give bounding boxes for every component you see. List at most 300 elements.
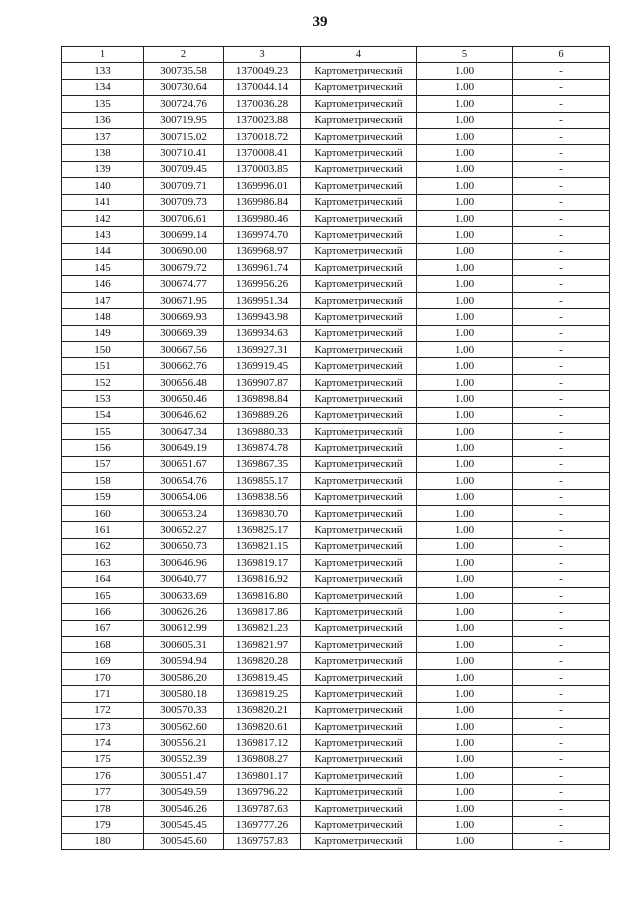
y-coordinate-cell: 1369907.87: [224, 374, 301, 390]
method-cell: Картометрический: [301, 161, 417, 177]
y-coordinate-cell: 1369956.26: [224, 276, 301, 292]
y-coordinate-cell: 1369808.27: [224, 751, 301, 767]
description-cell: -: [513, 637, 610, 653]
coordinates-table: [61, 46, 610, 850]
table-row: [62, 637, 610, 653]
x-coordinate-cell: 300654.76: [144, 473, 224, 489]
x-coordinate-cell: 300650.73: [144, 538, 224, 554]
method-cell: Картометрический: [301, 325, 417, 341]
method-cell: Картометрический: [301, 587, 417, 603]
table-row: [62, 112, 610, 128]
y-coordinate-cell: 1370003.85: [224, 161, 301, 177]
point-number-cell: 143: [62, 227, 144, 243]
description-cell: -: [513, 210, 610, 226]
accuracy-cell: 1.00: [417, 735, 513, 751]
x-coordinate-cell: 300652.27: [144, 522, 224, 538]
header-cell: 2: [144, 47, 224, 63]
table-body: [62, 47, 610, 850]
accuracy-cell: 1.00: [417, 374, 513, 390]
x-coordinate-cell: 300679.72: [144, 260, 224, 276]
table-row: [62, 571, 610, 587]
y-coordinate-cell: 1369867.35: [224, 456, 301, 472]
table-row: [62, 768, 610, 784]
description-cell: -: [513, 194, 610, 210]
description-cell: -: [513, 833, 610, 849]
method-cell: Картометрический: [301, 784, 417, 800]
method-cell: Картометрический: [301, 489, 417, 505]
table-row: [62, 374, 610, 390]
point-number-cell: 152: [62, 374, 144, 390]
y-coordinate-cell: 1369819.25: [224, 686, 301, 702]
y-coordinate-cell: 1369819.17: [224, 555, 301, 571]
method-cell: Картометрический: [301, 309, 417, 325]
table-row: [62, 604, 610, 620]
header-cell: 5: [417, 47, 513, 63]
x-coordinate-cell: 300654.06: [144, 489, 224, 505]
accuracy-cell: 1.00: [417, 800, 513, 816]
point-number-cell: 139: [62, 161, 144, 177]
method-cell: Картометрический: [301, 178, 417, 194]
description-cell: -: [513, 96, 610, 112]
x-coordinate-cell: 300719.95: [144, 112, 224, 128]
description-cell: -: [513, 440, 610, 456]
description-cell: -: [513, 620, 610, 636]
point-number-cell: 153: [62, 391, 144, 407]
y-coordinate-cell: 1370049.23: [224, 63, 301, 79]
y-coordinate-cell: 1370044.14: [224, 79, 301, 95]
description-cell: -: [513, 817, 610, 833]
accuracy-cell: 1.00: [417, 128, 513, 144]
method-cell: Картометрический: [301, 63, 417, 79]
x-coordinate-cell: 300570.33: [144, 702, 224, 718]
header-cell: 1: [62, 47, 144, 63]
y-coordinate-cell: 1369934.63: [224, 325, 301, 341]
table-row: [62, 456, 610, 472]
accuracy-cell: 1.00: [417, 276, 513, 292]
x-coordinate-cell: 300735.58: [144, 63, 224, 79]
point-number-cell: 179: [62, 817, 144, 833]
description-cell: -: [513, 145, 610, 161]
description-cell: -: [513, 423, 610, 439]
y-coordinate-cell: 1369801.17: [224, 768, 301, 784]
accuracy-cell: 1.00: [417, 161, 513, 177]
x-coordinate-cell: 300706.61: [144, 210, 224, 226]
accuracy-cell: 1.00: [417, 653, 513, 669]
description-cell: -: [513, 751, 610, 767]
description-cell: -: [513, 260, 610, 276]
description-cell: -: [513, 374, 610, 390]
method-cell: Картометрический: [301, 292, 417, 308]
x-coordinate-cell: 300709.73: [144, 194, 224, 210]
x-coordinate-cell: 300586.20: [144, 669, 224, 685]
y-coordinate-cell: 1369821.23: [224, 620, 301, 636]
point-number-cell: 148: [62, 309, 144, 325]
accuracy-cell: 1.00: [417, 686, 513, 702]
point-number-cell: 173: [62, 719, 144, 735]
y-coordinate-cell: 1369830.70: [224, 505, 301, 521]
table-row: [62, 423, 610, 439]
x-coordinate-cell: 300669.93: [144, 309, 224, 325]
description-cell: -: [513, 407, 610, 423]
table-row: [62, 161, 610, 177]
table-row: [62, 96, 610, 112]
table-row: [62, 178, 610, 194]
point-number-cell: 178: [62, 800, 144, 816]
method-cell: Картометрический: [301, 669, 417, 685]
accuracy-cell: 1.00: [417, 637, 513, 653]
table-row: [62, 702, 610, 718]
method-cell: Картометрический: [301, 637, 417, 653]
y-coordinate-cell: 1369820.28: [224, 653, 301, 669]
y-coordinate-cell: 1369816.80: [224, 587, 301, 603]
method-cell: Картометрический: [301, 358, 417, 374]
point-number-cell: 175: [62, 751, 144, 767]
y-coordinate-cell: 1369996.01: [224, 178, 301, 194]
method-cell: Картометрический: [301, 604, 417, 620]
accuracy-cell: 1.00: [417, 522, 513, 538]
accuracy-cell: 1.00: [417, 505, 513, 521]
y-coordinate-cell: 1369825.17: [224, 522, 301, 538]
table-row: [62, 833, 610, 849]
accuracy-cell: 1.00: [417, 260, 513, 276]
y-coordinate-cell: 1370008.41: [224, 145, 301, 161]
description-cell: -: [513, 489, 610, 505]
table-row: [62, 128, 610, 144]
accuracy-cell: 1.00: [417, 210, 513, 226]
method-cell: Картометрический: [301, 555, 417, 571]
table-row: [62, 210, 610, 226]
point-number-cell: 142: [62, 210, 144, 226]
description-cell: -: [513, 342, 610, 358]
table-row: [62, 194, 610, 210]
y-coordinate-cell: 1369951.34: [224, 292, 301, 308]
description-cell: -: [513, 735, 610, 751]
table-row: [62, 800, 610, 816]
point-number-cell: 164: [62, 571, 144, 587]
table-row: [62, 538, 610, 554]
table-row: [62, 620, 610, 636]
y-coordinate-cell: 1369820.61: [224, 719, 301, 735]
method-cell: Картометрический: [301, 210, 417, 226]
accuracy-cell: 1.00: [417, 719, 513, 735]
x-coordinate-cell: 300709.71: [144, 178, 224, 194]
x-coordinate-cell: 300674.77: [144, 276, 224, 292]
description-cell: -: [513, 587, 610, 603]
method-cell: Картометрический: [301, 522, 417, 538]
point-number-cell: 135: [62, 96, 144, 112]
header-cell: 3: [224, 47, 301, 63]
x-coordinate-cell: 300552.39: [144, 751, 224, 767]
point-number-cell: 161: [62, 522, 144, 538]
x-coordinate-cell: 300580.18: [144, 686, 224, 702]
accuracy-cell: 1.00: [417, 391, 513, 407]
x-coordinate-cell: 300690.00: [144, 243, 224, 259]
table-row: [62, 817, 610, 833]
x-coordinate-cell: 300709.45: [144, 161, 224, 177]
point-number-cell: 180: [62, 833, 144, 849]
method-cell: Картометрический: [301, 227, 417, 243]
description-cell: -: [513, 309, 610, 325]
y-coordinate-cell: 1369889.26: [224, 407, 301, 423]
table-row: [62, 342, 610, 358]
description-cell: -: [513, 653, 610, 669]
point-number-cell: 160: [62, 505, 144, 521]
accuracy-cell: 1.00: [417, 79, 513, 95]
accuracy-cell: 1.00: [417, 489, 513, 505]
y-coordinate-cell: 1369821.97: [224, 637, 301, 653]
description-cell: -: [513, 161, 610, 177]
method-cell: Картометрический: [301, 374, 417, 390]
method-cell: Картометрический: [301, 407, 417, 423]
table-row: [62, 489, 610, 505]
x-coordinate-cell: 300730.64: [144, 79, 224, 95]
point-number-cell: 166: [62, 604, 144, 620]
accuracy-cell: 1.00: [417, 440, 513, 456]
point-number-cell: 156: [62, 440, 144, 456]
description-cell: -: [513, 178, 610, 194]
accuracy-cell: 1.00: [417, 423, 513, 439]
description-cell: -: [513, 800, 610, 816]
point-number-cell: 144: [62, 243, 144, 259]
point-number-cell: 151: [62, 358, 144, 374]
x-coordinate-cell: 300546.26: [144, 800, 224, 816]
method-cell: Картометрический: [301, 194, 417, 210]
description-cell: -: [513, 358, 610, 374]
table-row: [62, 555, 610, 571]
method-cell: Картометрический: [301, 473, 417, 489]
method-cell: Картометрический: [301, 423, 417, 439]
point-number-cell: 137: [62, 128, 144, 144]
x-coordinate-cell: 300656.48: [144, 374, 224, 390]
method-cell: Картометрический: [301, 79, 417, 95]
accuracy-cell: 1.00: [417, 243, 513, 259]
point-number-cell: 133: [62, 63, 144, 79]
y-coordinate-cell: 1369819.45: [224, 669, 301, 685]
method-cell: Картометрический: [301, 686, 417, 702]
description-cell: -: [513, 473, 610, 489]
x-coordinate-cell: 300605.31: [144, 637, 224, 653]
point-number-cell: 141: [62, 194, 144, 210]
point-number-cell: 174: [62, 735, 144, 751]
description-cell: -: [513, 391, 610, 407]
method-cell: Картометрический: [301, 735, 417, 751]
method-cell: Картометрический: [301, 620, 417, 636]
y-coordinate-cell: 1369796.22: [224, 784, 301, 800]
accuracy-cell: 1.00: [417, 784, 513, 800]
point-number-cell: 170: [62, 669, 144, 685]
description-cell: -: [513, 604, 610, 620]
point-number-cell: 155: [62, 423, 144, 439]
method-cell: Картометрический: [301, 276, 417, 292]
accuracy-cell: 1.00: [417, 227, 513, 243]
y-coordinate-cell: 1370023.88: [224, 112, 301, 128]
table-row: [62, 243, 610, 259]
method-cell: Картометрический: [301, 571, 417, 587]
accuracy-cell: 1.00: [417, 309, 513, 325]
accuracy-cell: 1.00: [417, 178, 513, 194]
description-cell: -: [513, 768, 610, 784]
x-coordinate-cell: 300612.99: [144, 620, 224, 636]
y-coordinate-cell: 1370018.72: [224, 128, 301, 144]
y-coordinate-cell: 1369838.56: [224, 489, 301, 505]
accuracy-cell: 1.00: [417, 112, 513, 128]
table-row: [62, 276, 610, 292]
description-cell: -: [513, 571, 610, 587]
table-row: [62, 227, 610, 243]
accuracy-cell: 1.00: [417, 358, 513, 374]
method-cell: Картометрический: [301, 833, 417, 849]
point-number-cell: 147: [62, 292, 144, 308]
method-cell: Картометрический: [301, 719, 417, 735]
y-coordinate-cell: 1369777.26: [224, 817, 301, 833]
method-cell: Картометрический: [301, 817, 417, 833]
y-coordinate-cell: 1369787.63: [224, 800, 301, 816]
table-row: [62, 473, 610, 489]
table-row: [62, 735, 610, 751]
description-cell: -: [513, 112, 610, 128]
description-cell: -: [513, 784, 610, 800]
y-coordinate-cell: 1369974.70: [224, 227, 301, 243]
point-number-cell: 136: [62, 112, 144, 128]
table-row: [62, 260, 610, 276]
y-coordinate-cell: 1369980.46: [224, 210, 301, 226]
method-cell: Картометрический: [301, 260, 417, 276]
y-coordinate-cell: 1369927.31: [224, 342, 301, 358]
accuracy-cell: 1.00: [417, 555, 513, 571]
x-coordinate-cell: 300662.76: [144, 358, 224, 374]
x-coordinate-cell: 300594.94: [144, 653, 224, 669]
accuracy-cell: 1.00: [417, 325, 513, 341]
method-cell: Картометрический: [301, 702, 417, 718]
table-row: [62, 309, 610, 325]
point-number-cell: 172: [62, 702, 144, 718]
x-coordinate-cell: 300667.56: [144, 342, 224, 358]
point-number-cell: 162: [62, 538, 144, 554]
accuracy-cell: 1.00: [417, 292, 513, 308]
accuracy-cell: 1.00: [417, 702, 513, 718]
table-row: [62, 669, 610, 685]
x-coordinate-cell: 300650.46: [144, 391, 224, 407]
description-cell: -: [513, 128, 610, 144]
x-coordinate-cell: 300549.59: [144, 784, 224, 800]
description-cell: -: [513, 243, 610, 259]
method-cell: Картометрический: [301, 751, 417, 767]
accuracy-cell: 1.00: [417, 817, 513, 833]
x-coordinate-cell: 300556.21: [144, 735, 224, 751]
y-coordinate-cell: 1369821.15: [224, 538, 301, 554]
method-cell: Картометрический: [301, 128, 417, 144]
y-coordinate-cell: 1369898.84: [224, 391, 301, 407]
description-cell: -: [513, 456, 610, 472]
method-cell: Картометрический: [301, 538, 417, 554]
point-number-cell: 157: [62, 456, 144, 472]
description-cell: -: [513, 79, 610, 95]
x-coordinate-cell: 300551.47: [144, 768, 224, 784]
table-row: [62, 522, 610, 538]
description-cell: -: [513, 227, 610, 243]
page-number: 39: [312, 14, 328, 30]
x-coordinate-cell: 300647.34: [144, 423, 224, 439]
y-coordinate-cell: 1369757.83: [224, 833, 301, 849]
method-cell: Картометрический: [301, 505, 417, 521]
accuracy-cell: 1.00: [417, 473, 513, 489]
method-cell: Картометрический: [301, 112, 417, 128]
table-row: [62, 292, 610, 308]
y-coordinate-cell: 1369961.74: [224, 260, 301, 276]
point-number-cell: 138: [62, 145, 144, 161]
method-cell: Картометрический: [301, 800, 417, 816]
accuracy-cell: 1.00: [417, 63, 513, 79]
x-coordinate-cell: 300671.95: [144, 292, 224, 308]
method-cell: Картометрический: [301, 653, 417, 669]
accuracy-cell: 1.00: [417, 833, 513, 849]
x-coordinate-cell: 300646.62: [144, 407, 224, 423]
description-cell: -: [513, 702, 610, 718]
y-coordinate-cell: 1369986.84: [224, 194, 301, 210]
table-row: [62, 391, 610, 407]
accuracy-cell: 1.00: [417, 456, 513, 472]
method-cell: Картометрический: [301, 342, 417, 358]
accuracy-cell: 1.00: [417, 571, 513, 587]
table-row: [62, 440, 610, 456]
point-number-cell: 149: [62, 325, 144, 341]
description-cell: -: [513, 522, 610, 538]
accuracy-cell: 1.00: [417, 604, 513, 620]
table-row: [62, 719, 610, 735]
description-cell: -: [513, 555, 610, 571]
accuracy-cell: 1.00: [417, 751, 513, 767]
accuracy-cell: 1.00: [417, 194, 513, 210]
accuracy-cell: 1.00: [417, 96, 513, 112]
point-number-cell: 167: [62, 620, 144, 636]
point-number-cell: 158: [62, 473, 144, 489]
description-cell: -: [513, 505, 610, 521]
y-coordinate-cell: 1370036.28: [224, 96, 301, 112]
description-cell: -: [513, 719, 610, 735]
description-cell: -: [513, 669, 610, 685]
point-number-cell: 159: [62, 489, 144, 505]
x-coordinate-cell: 300669.39: [144, 325, 224, 341]
description-cell: -: [513, 276, 610, 292]
x-coordinate-cell: 300545.45: [144, 817, 224, 833]
point-number-cell: 169: [62, 653, 144, 669]
description-cell: -: [513, 63, 610, 79]
table-row: [62, 784, 610, 800]
point-number-cell: 146: [62, 276, 144, 292]
accuracy-cell: 1.00: [417, 145, 513, 161]
header-cell: 6: [513, 47, 610, 63]
table-row: [62, 587, 610, 603]
accuracy-cell: 1.00: [417, 587, 513, 603]
x-coordinate-cell: 300646.96: [144, 555, 224, 571]
point-number-cell: 176: [62, 768, 144, 784]
point-number-cell: 171: [62, 686, 144, 702]
y-coordinate-cell: 1369919.45: [224, 358, 301, 374]
accuracy-cell: 1.00: [417, 768, 513, 784]
y-coordinate-cell: 1369968.97: [224, 243, 301, 259]
x-coordinate-cell: 300649.19: [144, 440, 224, 456]
method-cell: Картометрический: [301, 768, 417, 784]
point-number-cell: 150: [62, 342, 144, 358]
table-row: [62, 653, 610, 669]
table-row: [62, 63, 610, 79]
description-cell: -: [513, 686, 610, 702]
x-coordinate-cell: 300699.14: [144, 227, 224, 243]
x-coordinate-cell: 300640.77: [144, 571, 224, 587]
description-cell: -: [513, 325, 610, 341]
x-coordinate-cell: 300653.24: [144, 505, 224, 521]
method-cell: Картометрический: [301, 391, 417, 407]
